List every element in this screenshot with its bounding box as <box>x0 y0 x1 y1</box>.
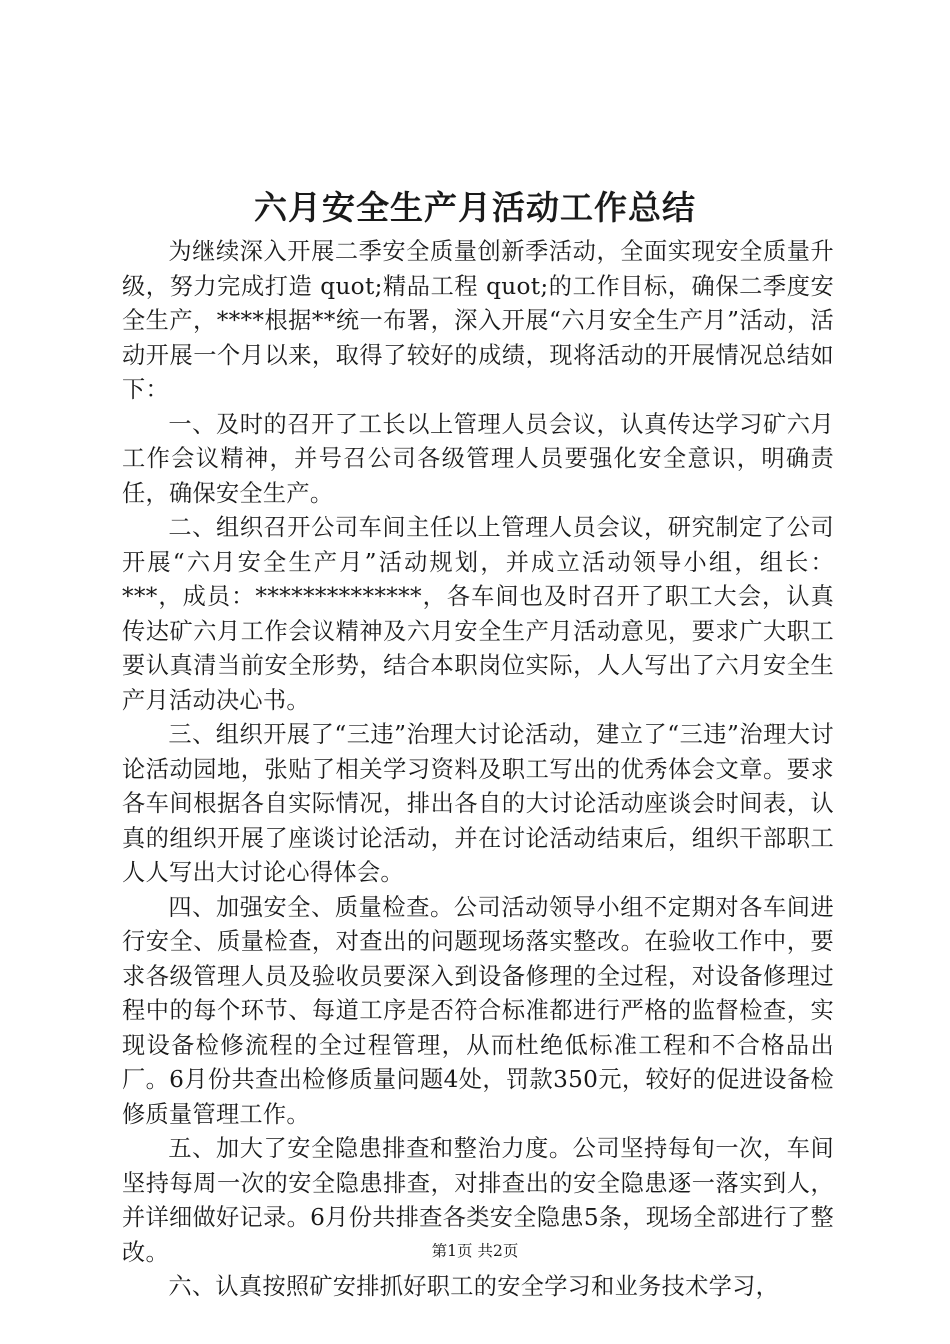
document-title: 六月安全生产月活动工作总结 <box>254 188 696 227</box>
paragraph-intro: 为继续深入开展二季安全质量创新季活动，全面实现安全质量升级，努力完成打造 quot;精品工程 quot;的工作目标，确保二季度安全生产，****根据**统一布署，深入开展“六月安全生产月”活动，活动开展一个月以来，取得了较好的成绩，现将活动的开展情况总结如下： <box>122 238 834 403</box>
paragraph-item-1: 一、及时的召开了工长以上管理人员会议，认真传达学习矿六月工作会议精神，并号召公司各级管理人员要强化安全意识，明确责任，确保安全生产。 <box>122 410 834 507</box>
paragraph-item-4: 四、加强安全、质量检查。公司活动领导小组不定期对各车间进行安全、质量检查，对查出的问题现场落实整改。在验收工作中，要求各级管理人员及验收员要深入到设备修理的全过程，对设备修理过程中的每个环节、每道工序是否符合标准都进行严格的监督检查，实现设备检修流程的全过程管理，从而杜绝低标准工程和不合格品出厂。6月份共查出检修质量问题4处，罚款350元，较好的促进设备检修质量管理工作。 <box>122 893 834 1128</box>
page-footer: 第1页 共2页 <box>431 1242 519 1260</box>
paragraph-item-5: 五、加大了安全隐患排查和整治力度。公司坚持每旬一次，车间坚持每周一次的安全隐患排查，对排查出的安全隐患逐一落实到人，并详细做好记录。6月份共排查各类安全隐患5条，现场全部进行了整改。 <box>122 1135 834 1266</box>
paragraph-item-2: 二、组织召开公司车间主任以上管理人员会议，研究制定了公司开展“六月安全生产月”活动规划，并成立活动领导小组，组长：***，成员：**************，各车间也及时召开了职工大会，认真传达矿六月工作会议精神及六月安全生产月活动意见，要求广大职工要认真清当前安全形势，结合本职岗位实际，人人写出了六月安全生产月活动决心书。 <box>122 514 834 714</box>
paragraph-item-6: 六、认真按照矿安排抓好职工的安全学习和业务技术学习， <box>168 1273 780 1300</box>
paragraph-item-3: 三、组织开展了“三违”治理大讨论活动，建立了“三违”治理大讨论活动园地，张贴了相关学习资料及职工写出的优秀体会文章。要求各车间根据各自实际情况，排出各自的大讨论活动座谈会时间表，认真的组织开展了座谈讨论活动，并在讨论活动结束后，组织干部职工人人写出大讨论心得体会。 <box>122 721 834 886</box>
document-body <box>122 235 834 1305</box>
